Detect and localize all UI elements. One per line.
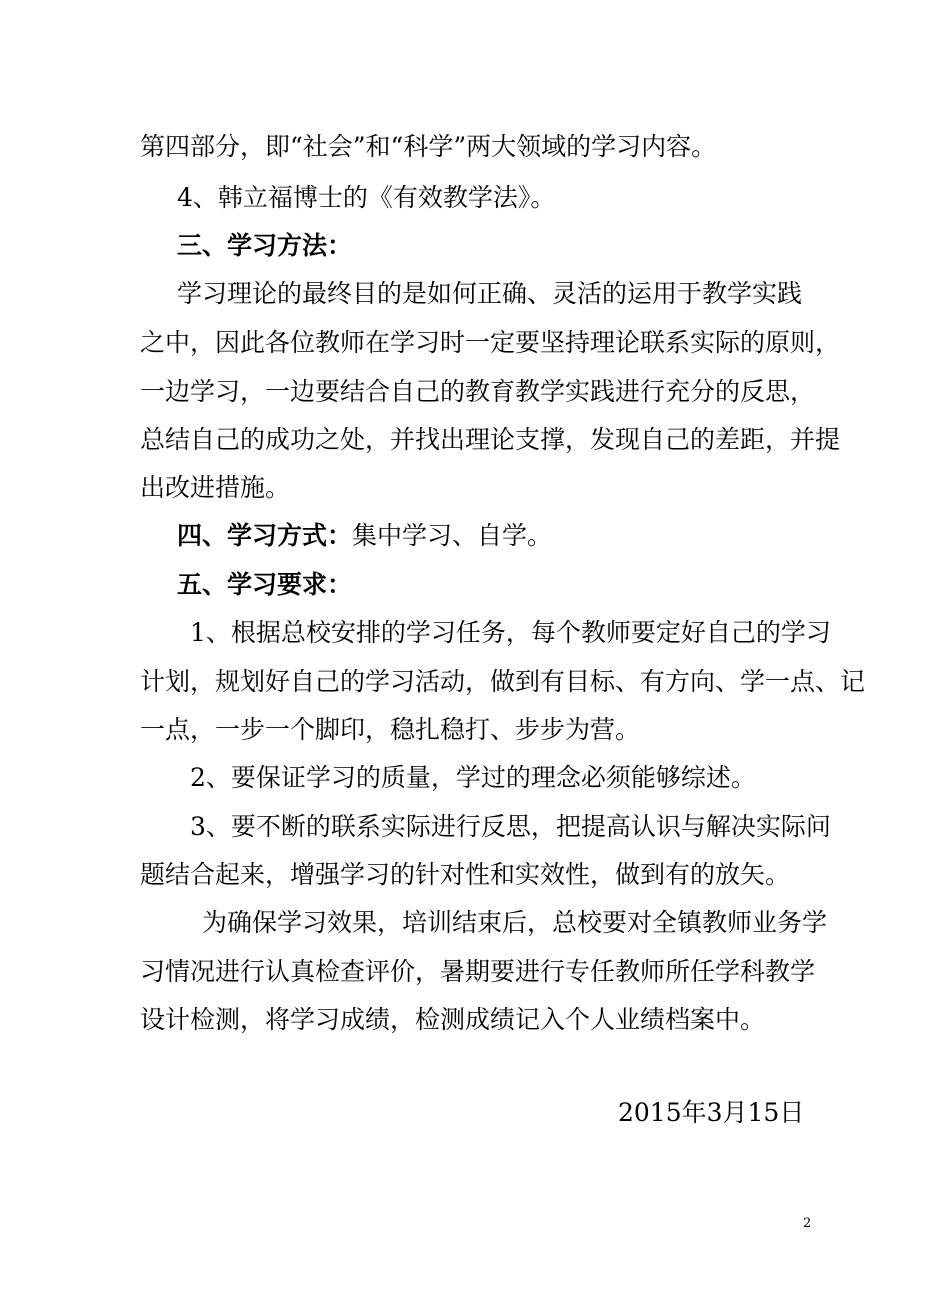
methods-paragraph-line-5: 出改进措施。 — [140, 473, 291, 502]
paragraph-line-1: 第四部分，即“社会”和“科学”两大领域的学习内容。 — [140, 132, 717, 161]
closing-paragraph-line-1: 为确保学习效果，培训结束后，总校要对全镇教师业务学 — [202, 908, 828, 937]
section-heading-mode: 四、学习方式： — [177, 521, 353, 550]
methods-paragraph-line-1: 学习理论的最终目的是如何正确、灵活的运用于教学实践 — [177, 279, 803, 308]
section-heading-requirements: 五、学习要求： — [177, 570, 353, 599]
requirement-1-line-2: 计划，规划好自己的学习活动，做到有目标、有方向、学一点、记 — [140, 667, 866, 696]
methods-paragraph-line-2: 之中，因此各位教师在学习时一定要坚持理论联系实际的原则， — [140, 328, 841, 357]
reference-item-4: 4、韩立福博士的《有效教学法》。 — [177, 183, 556, 212]
requirement-3-line-1: 3、要不断的联系实际进行反思，把提高认识与解决实际问 — [190, 812, 831, 841]
section-methods-of-study — [177, 519, 552, 553]
requirement-2: 2、要保证学习的质量，学过的理念必须能够综述。 — [190, 763, 756, 792]
page-number: 2 — [803, 1216, 812, 1231]
closing-paragraph-line-2: 习情况进行认真检查评价，暑期要进行专任教师所任学科教学 — [140, 957, 816, 986]
methods-paragraph-line-4: 总结自己的成功之处，并找出理论支撑，发现自己的差距，并提 — [140, 425, 841, 454]
requirement-1-line-1: 1、根据总校安排的学习任务，每个教师要定好自己的学习 — [190, 618, 831, 647]
requirement-3-line-2: 题结合起来，增强学习的针对性和实效性，做到有的放矢。 — [140, 860, 791, 889]
document-date: 2015年3月15日 — [618, 1098, 805, 1127]
methods-paragraph-line-3: 一边学习，一边要结合自己的教育教学实践进行充分的反思， — [140, 377, 816, 406]
section-mode-content: 集中学习、自学。 — [352, 521, 553, 550]
closing-paragraph-line-3: 设计检测，将学习成绩，检测成绩记入个人业绩档案中。 — [140, 1005, 766, 1034]
requirement-1-line-3: 一点，一步一个脚印，稳扎稳打、步步为营。 — [140, 715, 641, 744]
section-heading-methods: 三、学习方法： — [177, 231, 353, 260]
